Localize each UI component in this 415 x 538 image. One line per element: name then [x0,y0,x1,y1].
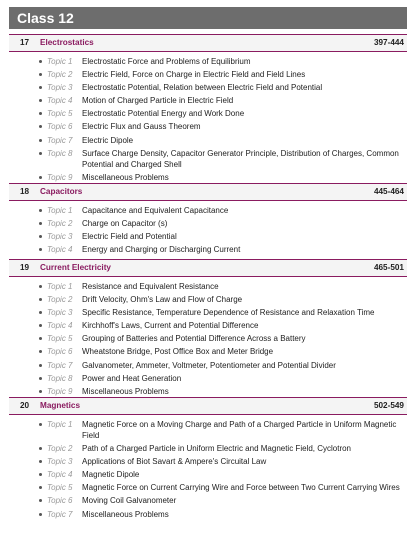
topic-text: Drift Velocity, Ohm's Law and Flow of Charge [82,295,243,305]
bullet-icon [39,513,42,516]
topic-text: Electric Dipole [82,135,134,145]
topic-list [9,205,407,255]
topic-text: Magnetic Force on Current Carrying Wire and Force between Two Current Carrying Wires [82,483,400,493]
topic-item[interactable] [9,205,407,216]
topic-item[interactable] [9,373,407,384]
bullet-icon [39,311,42,314]
topic-item[interactable] [9,82,407,93]
class-title: Class 12 [9,7,407,29]
topic-label: Topic 3 [47,83,73,93]
bullet-icon [39,377,42,380]
topic-list [9,419,407,520]
topic-item[interactable] [9,281,407,292]
topic-label: Topic 2 [47,219,73,229]
topic-label: Topic 5 [47,483,73,493]
chapter-electrostatics [9,34,407,185]
topic-item[interactable] [9,495,407,506]
topic-label: Topic 8 [47,148,73,158]
chapter-number: 17 [20,38,30,47]
topic-text: Wheatstone Bridge, Post Office Box and Meter Bridge [82,347,274,357]
bullet-icon [39,86,42,89]
bullet-icon [39,139,42,142]
topic-text: Miscellaneous Problems [82,172,169,182]
bullet-icon [39,324,42,327]
topic-text: Electric Field, Force on Charge in Electric Field and Field Lines [82,70,306,80]
bullet-icon [39,73,42,76]
topic-label: Topic 3 [47,232,73,242]
topic-item[interactable] [9,172,407,183]
topic-label: Topic 4 [47,96,73,106]
topic-item[interactable] [9,320,407,331]
topic-text: Charge on Capacitor (s) [82,219,168,229]
topic-list [9,56,407,183]
topic-item[interactable] [9,56,407,67]
bullet-icon [39,99,42,102]
topic-label: Topic 9 [47,172,73,182]
chapter-title[interactable]: Current Electricity [40,263,111,272]
chapter-number: 20 [20,401,30,410]
topic-item[interactable] [9,231,407,242]
topic-item[interactable] [9,482,407,493]
bullet-icon [39,337,42,340]
bullet-icon [39,209,42,212]
topic-label: Topic 6 [47,496,73,506]
topic-label: Topic 2 [47,70,73,80]
topic-text: Motion of Charged Particle in Electric Field [82,96,234,106]
topic-text: Electrostatic Force and Problems of Equilibrium [82,57,251,66]
bullet-icon [39,235,42,238]
topic-item[interactable] [9,148,407,170]
bullet-icon [39,460,42,463]
chapter-header [9,259,407,277]
topic-label: Topic 3 [47,457,73,467]
bullet-icon [39,285,42,288]
topic-text: Power and Heat Generation [82,373,182,383]
topic-text: Surface Charge Density, Capacitor Generator Principle, Distribution of Charges, Common Potential and Charged Shell [82,148,399,169]
topic-label: Topic 7 [47,509,73,519]
topic-item[interactable] [9,509,407,520]
topic-label: Topic 6 [47,347,73,357]
topic-item[interactable] [9,69,407,80]
topic-label: Topic 3 [47,308,73,318]
chapter-number: 18 [20,187,30,196]
topic-item[interactable] [9,333,407,344]
bullet-icon [39,350,42,353]
topic-item[interactable] [9,121,407,132]
topic-text: Applications of Biot Savart & Ampere's Circuital Law [82,457,267,467]
bullet-icon [39,125,42,128]
bullet-icon [39,423,42,426]
topic-label: Topic 4 [47,245,73,255]
chapter-title[interactable]: Capacitors [40,187,83,196]
bullet-icon [39,298,42,301]
topic-item[interactable] [9,346,407,357]
topic-label: Topic 2 [47,444,73,454]
topic-text: Moving Coil Galvanometer [82,496,177,506]
topic-text: Specific Resistance, Temperature Dependence of Resistance and Relaxation Time [82,308,375,318]
bullet-icon [39,486,42,489]
bullet-icon [39,176,42,179]
topic-item[interactable] [9,244,407,255]
chapter-pages: 465-501 [373,263,404,272]
topic-label: Topic 1 [47,57,73,66]
chapter-title[interactable]: Electrostatics [40,38,94,47]
bullet-icon [39,222,42,225]
topic-item[interactable] [9,419,407,441]
topic-text: Electric Flux and Gauss Theorem [82,122,201,132]
topic-label: Topic 2 [47,295,73,305]
topic-label: Topic 6 [47,122,73,132]
chapter-pages: 445-464 [373,187,404,196]
topic-item[interactable] [9,456,407,467]
bullet-icon [39,473,42,476]
topic-text: Capacitance and Equivalent Capacitance [82,206,229,215]
chapter-magnetics [9,397,407,522]
topic-label: Topic 7 [47,135,73,145]
topic-list [9,281,407,397]
topic-item[interactable] [9,469,407,480]
topic-label: Topic 1 [47,420,73,429]
topic-item[interactable] [9,218,407,229]
topic-text: Electrostatic Potential, Relation between Electric Field and Potential [82,83,323,93]
bullet-icon [39,152,42,155]
topic-item[interactable] [9,360,407,371]
topic-item[interactable] [9,307,407,318]
topic-text: Kirchhoff's Laws, Current and Potential Difference [82,321,259,331]
topic-item[interactable] [9,135,407,146]
topic-text: Grouping of Batteries and Potential Difference Across a Battery [82,334,306,344]
topic-label: Topic 5 [47,109,73,119]
bullet-icon [39,499,42,502]
bullet-icon [39,447,42,450]
bullet-icon [39,248,42,251]
topic-label: Topic 4 [47,470,73,480]
chapter-capacitors [9,183,407,257]
bullet-icon [39,60,42,63]
topic-item[interactable] [9,443,407,454]
bullet-icon [39,112,42,115]
topic-text: Magnetic Force on a Moving Charge and Path of a Charged Particle in Uniform Magnetic Field [82,420,397,440]
topic-text: Electrostatic Potential Energy and Work Done [82,109,245,119]
topic-item[interactable] [9,95,407,106]
chapter-header [9,397,407,415]
topic-label: Topic 1 [47,206,73,215]
topic-label: Topic 5 [47,334,73,344]
chapter-header [9,183,407,201]
topic-text: Energy and Charging or Discharging Current [82,245,241,255]
topic-item[interactable] [9,386,407,397]
bullet-icon [39,364,42,367]
topic-label: Topic 1 [47,282,73,291]
chapter-current-electricity [9,259,407,399]
topic-text: Galvanometer, Ammeter, Voltmeter, Potentiometer and Potential Divider [82,360,336,370]
topic-text: Magnetic Dipole [82,470,140,480]
topic-item[interactable] [9,108,407,119]
topic-label: Topic 9 [47,386,73,396]
topic-item[interactable] [9,294,407,305]
topic-text: Miscellaneous Problems [82,386,169,396]
topic-text: Path of a Charged Particle in Uniform Electric and Magnetic Field, Cyclotron [82,444,352,454]
topic-text: Resistance and Equivalent Resistance [82,282,219,291]
topic-text: Miscellaneous Problems [82,509,169,519]
bullet-icon [39,390,42,393]
topic-label: Topic 8 [47,373,73,383]
chapter-title[interactable]: Magnetics [40,401,81,410]
topic-label: Topic 7 [47,360,73,370]
topic-label: Topic 4 [47,321,73,331]
topic-text: Electric Field and Potential [82,232,177,242]
chapter-number: 19 [20,263,30,272]
chapter-pages: 502-549 [373,401,404,410]
chapter-header [9,34,407,52]
chapter-pages: 397-444 [373,38,404,47]
